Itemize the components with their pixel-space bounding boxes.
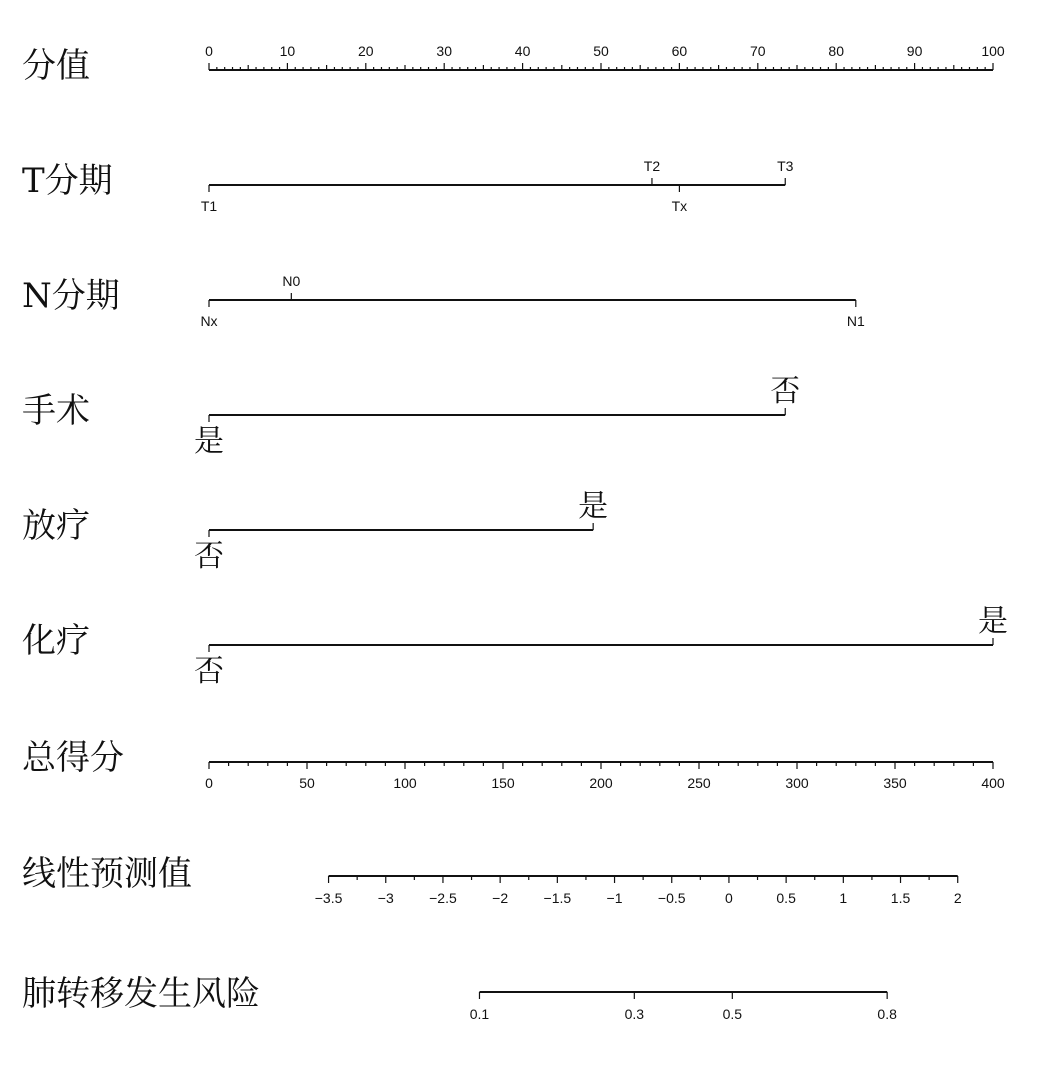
row-label-radiotherapy: 放疗 (22, 506, 90, 546)
row-label-risk: 肺转移发生风险 (22, 974, 260, 1014)
points-tick-label: 80 (828, 43, 844, 59)
t_stage-level-label: T3 (777, 158, 794, 174)
row-label-t_stage: T分期 (22, 161, 113, 201)
points-tick-label: 20 (358, 43, 374, 59)
t_stage-level-label: T2 (643, 158, 661, 174)
radiotherapy-level-label: 是 (578, 489, 609, 524)
lp-tick-label: −1 (606, 890, 623, 906)
row-label-linear_predictor: 线性预测值 (22, 854, 192, 894)
points-tick-label: 10 (279, 43, 296, 59)
total-tick-label: 200 (589, 775, 613, 791)
lp-tick-label: −2 (492, 890, 509, 906)
risk-tick-label: 0.3 (624, 1006, 645, 1022)
points-tick-label: 30 (436, 43, 452, 59)
row-label-chemotherapy: 化疗 (22, 621, 90, 661)
n_stage-level-label: N1 (846, 313, 865, 329)
total-tick-label: 250 (687, 775, 711, 791)
total-tick-label: 0 (205, 775, 213, 791)
points-tick-label: 40 (514, 43, 531, 59)
lp-tick-label: −1.5 (543, 890, 572, 906)
points-tick-label: 100 (981, 43, 1005, 59)
surgery-level-label: 否 (770, 374, 801, 409)
lp-tick-label: 0.5 (776, 890, 796, 906)
points-tick-label: 0 (205, 43, 213, 59)
total-tick-label: 400 (981, 775, 1005, 791)
row-label-points: 分值 (22, 46, 90, 86)
points-tick-label: 90 (906, 43, 923, 59)
lp-tick-label: −2.5 (429, 890, 457, 906)
lp-tick-label: 1.5 (890, 890, 911, 906)
chemotherapy-level-label: 否 (194, 654, 224, 689)
n_stage-level-label: Nx (200, 313, 218, 329)
t_stage-level-label: Tx (671, 198, 688, 214)
n_stage-level-label: N0 (282, 273, 301, 289)
total-tick-label: 100 (393, 775, 417, 791)
risk-tick-label: 0.8 (877, 1006, 897, 1022)
lp-tick-label: −3 (377, 890, 394, 906)
lp-tick-label: 2 (953, 890, 962, 906)
lp-tick-label: −0.5 (657, 890, 686, 906)
lp-tick-label: 0 (725, 890, 733, 906)
total-tick-label: 150 (491, 775, 515, 791)
t_stage-level-label: T1 (200, 198, 218, 214)
points-tick-label: 50 (593, 43, 609, 59)
total-tick-label: 50 (299, 775, 315, 791)
risk-tick-label: 0.5 (722, 1006, 743, 1022)
row-label-surgery: 手术 (22, 391, 90, 431)
lp-tick-label: 1 (839, 890, 848, 906)
row-label-total_points: 总得分 (22, 738, 124, 778)
lp-tick-label: −3.5 (314, 890, 343, 906)
surgery-level-label: 是 (194, 424, 224, 459)
chemotherapy-level-label: 是 (978, 604, 1008, 639)
points-tick-label: 60 (671, 43, 688, 59)
total-tick-label: 300 (785, 775, 809, 791)
risk-tick-label: 0.1 (469, 1006, 490, 1022)
radiotherapy-level-label: 否 (194, 539, 224, 574)
total-tick-label: 350 (883, 775, 907, 791)
points-tick-label: 70 (750, 43, 766, 59)
row-label-n_stage: N分期 (22, 276, 120, 316)
